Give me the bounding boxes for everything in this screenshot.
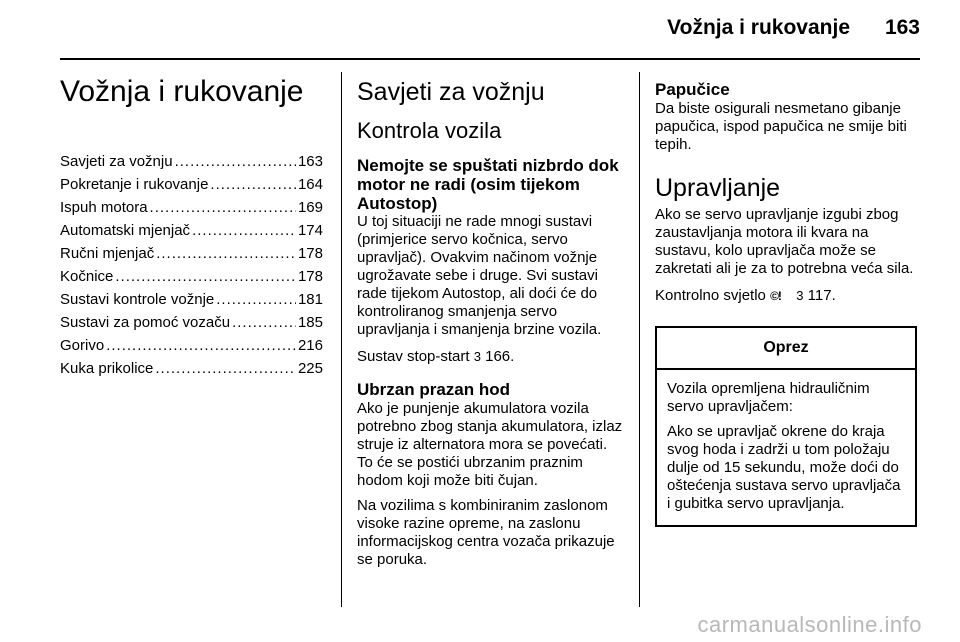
toc-entry[interactable] — [60, 242, 323, 265]
column-divider-left — [341, 72, 342, 607]
paragraph-idle: Ako je punjenje akumulatora vozila potrebno zbog stanja akumulatora, izlaz struje iz alternatora mora se povećati. To će se postići ubrzanim praznim hodom koji može biti čujan. — [357, 400, 623, 489]
paragraph-pedals: Da biste osigurali nesmetano gibanje papučica, ispod papučica ne smije biti tepih. — [655, 100, 907, 153]
toc-dot-leader — [175, 150, 296, 173]
toc-entry-label: Kuka prikolice — [60, 360, 154, 377]
reference-arrow-icon: 3 — [473, 349, 481, 364]
toc-entry[interactable] — [60, 357, 323, 380]
toc-entry[interactable] — [60, 288, 323, 311]
toc-entry-page: 185 — [297, 314, 323, 331]
page-header — [60, 0, 920, 60]
toc-entry[interactable] — [60, 334, 323, 357]
heading-downhill: Nemojte se spuštati nizbrdo dok motor ne radi (osim tijekom Autostop) — [357, 156, 619, 213]
toc-dot-leader — [216, 288, 296, 311]
chapter-title: Vožnja i rukovanje — [60, 75, 304, 108]
heading-idle: Ubrzan prazan hod — [357, 380, 511, 399]
toc-entry-page: 181 — [297, 291, 323, 308]
caution-title: Oprez — [657, 328, 915, 370]
toc-dot-leader — [210, 173, 296, 196]
toc-entry-label: Sustavi kontrole vožnje — [60, 291, 215, 308]
toc-entry-label: Savjeti za vožnju — [60, 153, 173, 170]
toc-dot-leader — [156, 242, 296, 265]
toc-entry-label: Automatski mjenjač — [60, 222, 191, 239]
stop-start-page-ref[interactable]: 166. — [485, 348, 515, 365]
stop-start-text: Sustav stop-start — [357, 348, 470, 365]
toc-entry-label: Gorivo — [60, 337, 105, 354]
paragraph-warning-light — [655, 287, 921, 305]
toc-entry[interactable] — [60, 265, 323, 288]
toc-entry-page: 216 — [297, 337, 323, 354]
toc-entry-page: 163 — [297, 153, 323, 170]
toc-entry-label: Kočnice — [60, 268, 114, 285]
section-title-steering: Upravljanje — [655, 174, 781, 202]
caution-paragraph-2: Ako se upravljač okrene do kraja svog hoda i zadrži u tom položaju dulje od 15 sekundu, može doći do oštećenja sustava servo upravljača i gubitka servo upravljanja. — [667, 423, 901, 512]
paragraph-stop-start — [357, 348, 623, 366]
caution-box — [655, 326, 917, 527]
warning-light-text: Kontrolno svjetlo — [655, 287, 766, 304]
toc-entry-page: 178 — [297, 245, 323, 262]
toc-entry-page: 225 — [297, 360, 323, 377]
steering-warning-icon: ©! — [770, 289, 781, 303]
running-title: Vožnja i rukovanje — [667, 16, 850, 39]
toc-entry-label: Pokretanje i rukovanje — [60, 176, 209, 193]
toc-entry[interactable] — [60, 173, 323, 196]
caution-paragraph-1: Vozila opremljena hidrauličnim servo upravljačem: — [667, 380, 870, 415]
toc-entry[interactable] — [60, 311, 323, 334]
paragraph-display-message: Na vozilima s kombiniranim zaslonom visoke razine opreme, na zaslonu informacijskog centra vozača prikazuje se poruka. — [357, 497, 615, 568]
heading-pedals: Papučice — [655, 80, 730, 99]
toc-dot-leader — [192, 219, 296, 242]
reference-arrow-icon: 3 — [796, 288, 804, 303]
column-divider-right — [639, 72, 640, 607]
subsection-title: Kontrola vozila — [357, 118, 502, 143]
watermark: carmanualsonline.info — [697, 612, 922, 637]
paragraph-downhill: U toj situaciji ne rade mnogi sustavi (primjerice servo kočnica, servo upravljač). Ovakvim načinom vožnje ugrožavate sebe i druge. Svi sustavi rade tijekom Autostop, ali doći će do kontroliranog smanjenja servo upravljanja i smanjenja brzine vozila. — [357, 213, 602, 338]
toc-entry-label: Ručni mjenjač — [60, 245, 155, 262]
toc-entry-label: Sustavi za pomoć vozaču — [60, 314, 231, 331]
toc-dot-leader — [150, 196, 296, 219]
toc-dot-leader — [232, 311, 296, 334]
toc-entry[interactable] — [60, 219, 323, 242]
toc-dot-leader — [115, 265, 296, 288]
toc-entry-page: 174 — [297, 222, 323, 239]
toc-entry[interactable] — [60, 150, 323, 173]
toc-entry[interactable] — [60, 196, 323, 219]
toc-entry-page: 164 — [297, 176, 323, 193]
paragraph-steering: Ako se servo upravljanje izgubi zbog zaustavljanja motora ili kvara na sustavu, kolo upravljača može se zakretati ali je za to potrebna veća sila. — [655, 206, 914, 277]
toc-dot-leader — [155, 357, 296, 380]
toc-entry-page: 169 — [297, 199, 323, 216]
warning-light-page-ref[interactable]: 117. — [807, 287, 836, 304]
page-number: 163 — [884, 16, 920, 39]
table-of-contents — [60, 150, 323, 380]
toc-entry-label: Ispuh motora — [60, 199, 148, 216]
toc-dot-leader — [106, 334, 296, 357]
section-title: Savjeti za vožnju — [357, 78, 545, 106]
toc-entry-page: 178 — [297, 268, 323, 285]
